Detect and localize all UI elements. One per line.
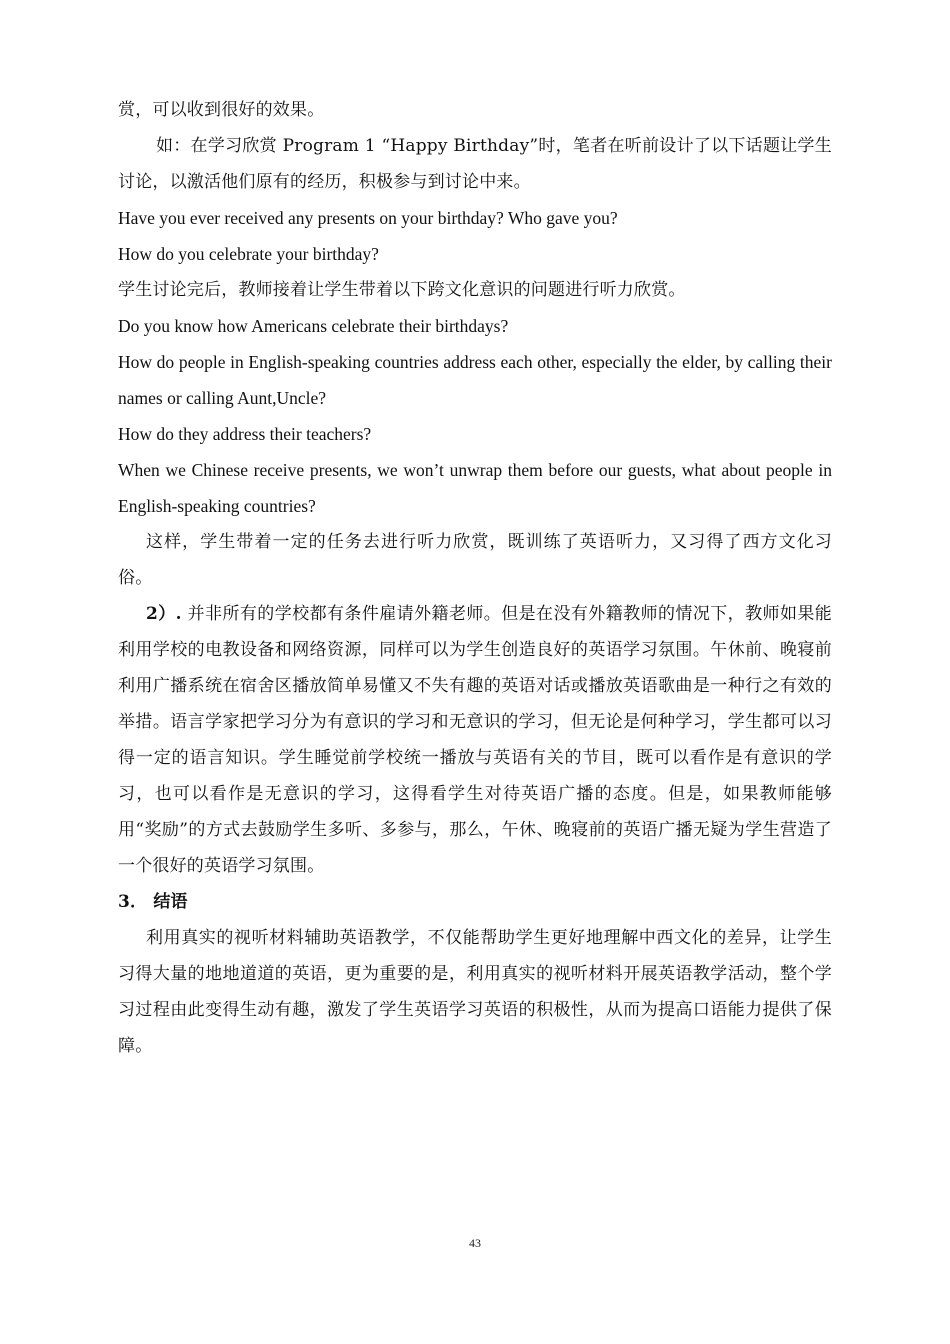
point-number: 2）. [146, 604, 182, 624]
paragraph-discussion: 学生讨论完后，教师接着让学生带着以下跨文化意识的问题进行听力欣赏。 [118, 280, 686, 300]
paragraph-point-2 [118, 596, 832, 884]
paragraph-example-intro: 如：在学习欣赏 Program 1 “Happy Birthday”时，笔者在听前设计了以下话题让学生讨论，以激活他们原有的经历，积极参与到讨论中来。 [118, 136, 832, 192]
question-5: How do they address their teachers? [118, 424, 372, 444]
paragraph-conclusion: 利用真实的视听材料辅助英语教学，不仅能帮助学生更好地理解中西文化的差异，让学生习得大量的地地道道的英语，更为重要的是，利用真实的视听材料开展英语教学活动，整个学习过程由此变得生动有趣，激发了学生英语学习英语的积极性，从而为提高口语能力提供了保障。 [118, 928, 832, 1056]
question-3: Do you know how Americans celebrate their birthdays? [118, 316, 509, 336]
question-6: When we Chinese receive presents, we won’t unwrap them before our guests, what about people in English-speaking countries? [118, 460, 832, 516]
question-2: How do you celebrate your birthday? [118, 244, 379, 264]
point-text: 并非所有的学校都有条件雇请外籍老师。但是在没有外籍教师的情况下，教师如果能利用学校的电教设备和网络资源，同样可以为学生创造良好的英语学习氛围。午休前、晚寝前利用广播系统在宿舍区播放简单易懂又不失有趣的英语对话或播放英语歌曲是一种行之有效的举措。语言学家把学习分为有意识的学习和无意识的学习，但无论是何种学习，学生都可以习得一定的语言知识。学生睡觉前学校统一播放与英语有关的节目，既可以看作是有意识的学习，也可以看作是无意识的学习，这得看学生对待英语广播的态度。但是，如果教师能够用“奖励”的方式去鼓励学生多听、多参与，那么，午休、晚寝前的英语广播无疑为学生营造了一个很好的英语学习氛围。 [118, 604, 832, 876]
paragraph-summary: 这样，学生带着一定的任务去进行听力欣赏，既训练了英语听力，又习得了西方文化习俗。 [118, 532, 832, 588]
paragraph-continuation: 赏，可以收到很好的效果。 [118, 100, 325, 120]
question-4: How do people in English-speaking countries address each other, especially the elder, by calling their names or calling Aunt,Uncle? [118, 352, 832, 408]
page-number: 43 [469, 1236, 481, 1250]
question-1: Have you ever received any presents on your birthday? Who gave you? [118, 208, 618, 228]
document-body [118, 92, 832, 1064]
section-heading: 3． 结语 [118, 892, 188, 912]
